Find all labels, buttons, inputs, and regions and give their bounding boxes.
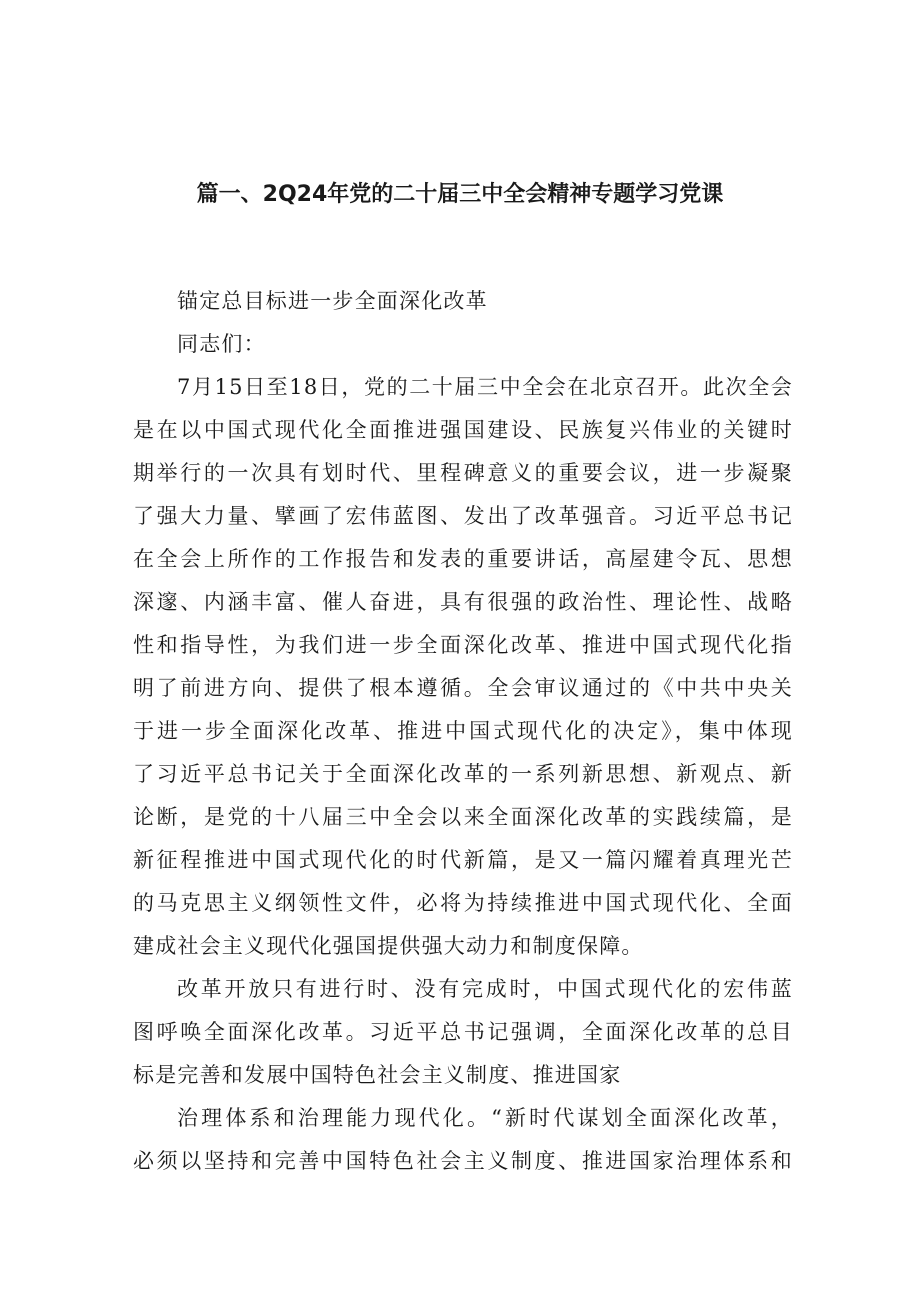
text-line: 必须以坚持和完善中国特色社会主义制度、推进国家治理体系和 [133,1149,793,1173]
text-line: 于进一步全面深化改革、推进中国式现代化的决定》，集中体现 [133,719,793,743]
text-line: 性和指导性，为我们进一步全面深化改革、推进中国式现代化指 [133,633,793,657]
text-line: 深邃、内涵丰富、催人奋进，具有很强的政治性、理论性、战略 [133,590,793,614]
paragraph-3 [133,1097,793,1183]
text-line: 标是完善和发展中国特色社会主义制度、推进国家 [133,1063,622,1087]
text-line: 建成社会主义现代化强国提供强大动力和制度保障。 [133,934,644,958]
document-body [133,280,793,1183]
text-line: 了强大力量、擘画了宏伟蓝图、发出了改革强音。习近平总书记 [133,504,793,528]
paragraph-1 [133,366,793,968]
text-line: 期举行的一次具有划时代、里程碑意义的重要会议，进一步凝聚 [133,461,793,485]
text-line: 新征程推进中国式现代化的时代新篇，是又一篇闪耀着真理光芒 [133,848,793,872]
text-line: 图呼唤全面深化改革。习近平总书记强调，全面深化改革的总目 [133,1020,793,1044]
text-line: 在全会上所作的工作报告和发表的重要讲话，高屋建令瓦、思想 [133,547,793,571]
subtitle: 锚定总目标进一步全面深化改革 [177,289,488,313]
text-line: 治理体系和治理能力现代化。“新时代谋划全面深化改革， [177,1106,793,1130]
salutation: 同志们： [177,332,266,356]
text-line: 的马克思主义纲领性文件，必将为持续推进中国式现代化、全面 [133,891,793,915]
text-line: 明了前进方向、提供了根本遵循。全会审议通过的《中共中央关 [133,676,793,700]
document-title: 篇一、2Q24年党的二十届三中全会精神专题学习党课 [196,182,724,207]
text-line: 7月15日至18日，党的二十届三中全会在北京召开。此次全会 [177,375,793,399]
text-line: 改革开放只有进行时、没有完成时，中国式现代化的宏伟蓝 [177,977,793,1001]
text-line: 是在以中国式现代化全面推进强国建设、民族复兴伟业的关键时 [133,418,793,442]
text-line: 了习近平总书记关于全面深化改革的一系列新思想、新观点、新 [133,762,793,786]
paragraph-2 [133,968,793,1097]
text-line: 论断，是党的十八届三中全会以来全面深化改革的实践续篇，是 [133,805,793,829]
